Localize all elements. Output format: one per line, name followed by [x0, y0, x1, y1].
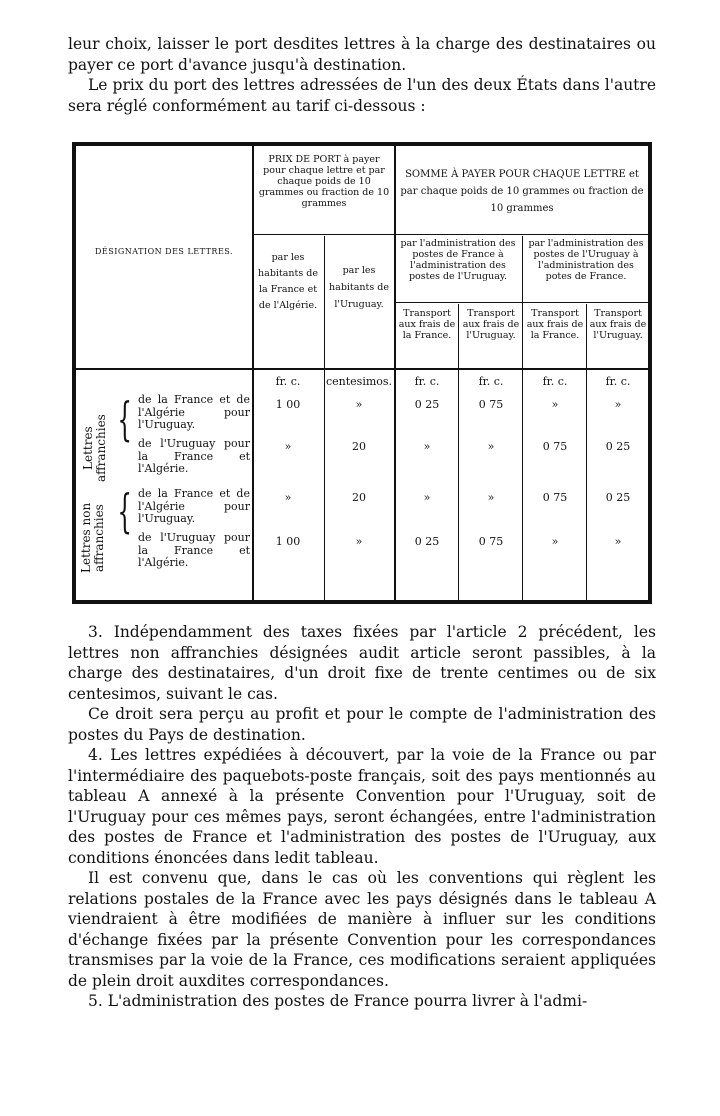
paragraph-tariff-intro: Le prix du port des lettres adressées de l'un des deux États dans l'autre sera réglé conformément au tarif ci-dessous : [68, 76, 656, 115]
unit-cell: fr. c. [275, 375, 301, 388]
value-cell: 20 [352, 491, 366, 504]
transport-uruguay-header-2: Transport aux frais de l'Uruguay. [589, 308, 647, 341]
value-cell: » [487, 440, 495, 453]
unit-cell: fr. c. [542, 375, 568, 388]
col-divider [252, 146, 254, 600]
row-divider [76, 368, 648, 370]
row-label: de l'Uruguay pour la France et l'Algérie. [138, 531, 250, 569]
col-divider [458, 304, 459, 600]
unit-cell: fr. c. [478, 375, 504, 388]
transport-france-header-2: Transport aux frais de la France. [526, 308, 584, 341]
value-cell: 0 25 [605, 491, 631, 504]
article-4: 4. Les lettres expédiées à découvert, par la voie de la France ou par l'intermédiaire des paquebots-poste français, soit des pays mentionnés au tableau A annexé à la présente Convention pour l'Uruguay, soit de l'Uruguay pour ces mêmes pays, seront échangées, entre l'administration des postes de France et l'administration des postes de l'Uruguay, aux conditions énoncées dans ledit tableau. [68, 746, 656, 867]
value-cell: » [614, 535, 622, 548]
col-divider [522, 236, 523, 600]
top-text [68, 34, 656, 116]
par-habitants-france-header: par les habitants de la France et de l'Algérie. [258, 252, 318, 311]
value-cell: » [487, 491, 495, 504]
article-5: 5. L'administration des postes de France pourra livrer à l'admi- [88, 992, 588, 1010]
col-divider [586, 304, 587, 600]
value-cell: 1 00 [275, 535, 301, 548]
admin-france-header: par l'administration des postes de France à l'administration des postes de l'Uruguay. [400, 238, 516, 282]
value-cell: » [551, 535, 559, 548]
value-cell: 0 25 [414, 535, 440, 548]
value-cell: » [355, 535, 363, 548]
value-cell: 0 75 [542, 491, 568, 504]
brace: { [117, 484, 132, 538]
transport-uruguay-header-1: Transport aux frais de l'Uruguay. [462, 308, 520, 341]
group-label-non-affranchies: Lettres non affranchies [79, 502, 106, 574]
col-divider [394, 146, 396, 600]
designation-header: DÉSIGNATION DES LETTRES. [94, 247, 234, 256]
value-cell: » [551, 398, 559, 411]
value-cell: » [614, 398, 622, 411]
value-cell: 20 [352, 440, 366, 453]
value-cell: 0 25 [414, 398, 440, 411]
value-cell: » [423, 440, 431, 453]
value-cell: 1 00 [275, 398, 301, 411]
value-cell: » [355, 398, 363, 411]
admin-uruguay-header: par l'administration des postes de l'Uruguay à l'administration des potes de France. [528, 238, 644, 282]
group-label-affranchies: Lettres affranchies [81, 414, 108, 482]
value-cell: 0 25 [605, 440, 631, 453]
row-label: de la France et de l'Algérie pour l'Uruguay. [138, 393, 250, 431]
paragraph-continuation: leur choix, laisser le port desdites lettres à la charge des destinataires ou payer ce port d'avance jusqu'à destination. [68, 35, 656, 74]
value-cell: 0 75 [478, 398, 504, 411]
par-habitants-uruguay-header: par les habitants de l'Uruguay. [329, 265, 389, 310]
unit-cell: fr. c. [605, 375, 631, 388]
transport-france-header-1: Transport aux frais de la France. [398, 308, 456, 341]
value-cell: » [423, 491, 431, 504]
tariff-table [72, 142, 652, 604]
row-label: de la France et de l'Algérie pour l'Uruguay. [138, 487, 250, 525]
value-cell: 0 75 [478, 535, 504, 548]
value-cell: 0 75 [542, 440, 568, 453]
value-cell: » [284, 440, 292, 453]
row-divider [252, 234, 648, 235]
prix-header: PRIX DE PORT à payer pour chaque lettre et par chaque poids de 10 grammes ou fraction de 10 grammes [258, 154, 390, 209]
col-divider [324, 236, 325, 600]
unit-cell: fr. c. [414, 375, 440, 388]
bottom-text [68, 622, 656, 1012]
row-divider [394, 302, 648, 303]
article-3-second-paragraph: Ce droit sera perçu au profit et pour le compte de l'administration des postes du Pays de destination. [68, 705, 656, 744]
unit-cell: centesimos. [326, 375, 393, 388]
value-cell: » [284, 491, 292, 504]
article-4-second-paragraph: Il est convenu que, dans le cas où les conventions qui règlent les relations postales de la France avec les pays désignés dans le tableau A viendraient à être modifiées de manière à influer sur les conditions d'échange fixées par la présente Convention pour les correspondances transmises par la voie de la France, ces modifications seraient appliquées de plein droit auxdites correspondances. [68, 869, 656, 990]
somme-header: SOMME À PAYER POUR CHAQUE LETTRE et par chaque poids de 10 grammes ou fraction de 10 grammes [400, 169, 644, 214]
brace: { [117, 392, 132, 446]
row-label: de l'Uruguay pour la France et l'Algérie. [138, 437, 250, 475]
article-3: 3. Indépendamment des taxes fixées par l'article 2 précédent, les lettres non affranchies désignées audit article seront passibles, à la charge des destinataires, d'un droit fixe de trente centimes ou de six centesimos, suivant le cas. [68, 623, 656, 703]
